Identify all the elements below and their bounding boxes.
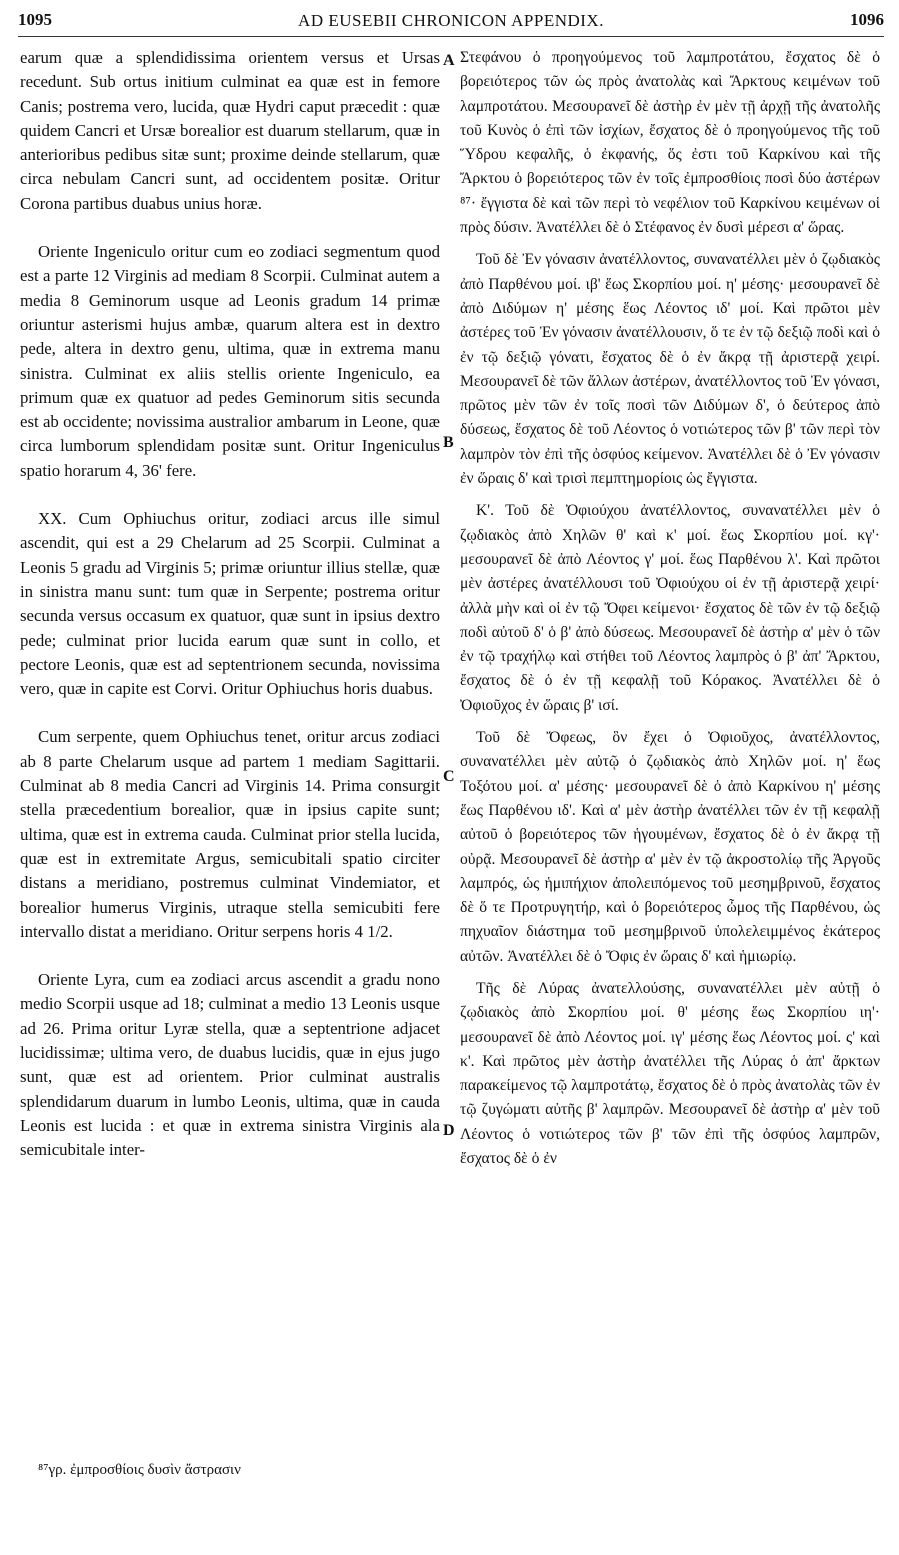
greek-paragraph: Στεφάνου ὁ προηγούμενος τοῦ λαμπροτάτου, ἔσχατος δὲ ὁ βορειότερος τῶν ὡς πρὸς ἀνατολὰς καὶ Ἄρκτους κειμένων τοῦ λαμπροτάτου. Μεσουρανεῖ δὲ ἀστὴρ ἐν μὲν τῇ ἀρχῇ τῆς ἀνατολῆς τοῦ Κυνὸς ὁ ἐπὶ τῶν ἰσχίων, ἔσχατος δὲ ὁ προηγούμενος τῆς τοῦ Ὕδρου κεφαλῆς, ὁ ἐκφανής, ὅς ἐστι τοῦ Καρκίνου καὶ τῆς Ἄρκτου ὁ βορειότερος τῶν ἐν τοῖς ἐμπροσθίοις ποσὶ δύο ἀστέρων ⁸⁷· ἔγγιστα δὲ καὶ τῶν περὶ τὸ νεφέλιον τοῦ Καρκίνου κειμένων οἱ πρὸς δύσιν. Ἀνατέλλει δὲ ὁ Στέφανος ἐν δυσὶ μέρεσι α' ὥρας. — [460, 49, 880, 237]
margin-marker-d: D — [443, 1122, 455, 1139]
margin-marker-a: A — [443, 52, 455, 69]
margin-marker-c: C — [443, 768, 455, 785]
running-header — [18, 10, 884, 37]
page-number-right: 1096 — [850, 10, 884, 29]
greek-column — [460, 46, 880, 1171]
latin-paragraph: Oriente Ingeniculo oritur cum eo zodiaci segmentum quod est a parte 12 Virginis ad mediam 8 Scorpii. Culminat autem a media 8 Geminorum usque ad Leonis gradum 14 primæ oriuntur asterismi hujus ambæ, quarum altera est in dextro pede, altera in dextro genu, ultima, quæ in extrema manu sinistra. Culminat ex aliis stellis oriente Ingeniculo, ea primum quæ ex quatuor ad pedes Geminorum sitis secunda est ab occidente; novissima australior ambarum in Leone, quæ circa lumborum splendidam positæ sunt. Oritur Ingeniculus spatio horarum 4, 36' fere. — [20, 242, 440, 480]
latin-paragraph: XX. Cum Ophiuchus oritur, zodiaci arcus ille simul ascendit, qui est a 29 Chelarum ad 25 Scorpii. Culminat a Leonis 5 gradu ad Virginis 5; primæ oriuntur illius stellæ, quæ in sinistra manu sunt: tum quæ in Serpente; postrema oritur secunda versus occasum ex quatuor, quæ sunt in ipsius dextro pede; culminat prior lucida earum quæ sunt in collo, et pectore Leonis, quæ est ad septentrionem secunda, novissima vero, quæ in capite est Corvi. Oritur Ophiuchus horis duabus. — [20, 509, 440, 699]
greek-paragraph: Τῆς δὲ Λύρας ἀνατελλούσης, συνανατέλλει μὲν αὐτῇ ὁ ζῳδιακὸς ἀπὸ Σκορπίου μοί. θ' μέσης ἕως Σκορπίου ιη'· μεσουρανεῖ δὲ ἀπὸ Λέοντος μοί. ιγ' μέσης ἕως Λέοντος μοί. ς' καὶ κ'. Καὶ πρῶτος μὲν ἀστὴρ ἀνατέλλει τῆς Λύρας ὁ ἀπ' ἄρκτων παρακείμενος τῷ λαμπροτάτῳ, ἔσχατος δὲ ὁ πρὸς ἀνατολὰς τῶν ἐν τῷ ζυγώματι αὐτῆς β' λαμπρῶν. Μεσουρανεῖ δὲ ἀστὴρ α' μὲν τοῦ Λέοντος ὁ νοτιώτερος τῶν β' τῶν ἐπὶ τῆς ὀσφύος λαμπρῶν, ἔσχατος δὲ ὁ ἐν — [460, 979, 880, 1168]
latin-column — [20, 46, 440, 1162]
margin-marker-b: B — [443, 434, 454, 451]
footnote: ⁸⁷γρ. ἐμπροσθίοις δυσὶν ἄστρασιν — [38, 1462, 241, 1478]
latin-paragraph: earum quæ a splendidissima orientem versus et Ursas recedunt. Sub ortus initium culminat ea quæ est in femore Canis; postrema vero, lucida, quæ Hydri caput præcedit : quæ quidem Cancri et Ursæ borealior est duarum stellarum, quæ in anterioribus pedibus sitæ sunt; proxime deinde stellarum, quæ circa nebulam Cancri sunt, ad occidentem positæ. Oritur Corona partibus duabus unius horæ. — [20, 48, 440, 213]
greek-paragraph: Κ'. Τοῦ δὲ Ὀφιούχου ἀνατέλλοντος, συνανατέλλει μὲν ὁ ζῳδιακὸς ἀπὸ Χηλῶν θ' καὶ κ' μοί. ἕως Σκορπίου μοί. κγ'· μεσουρανεῖ δὲ ἀπὸ Λέοντος γ' μοί. ἕως Παρθένου λ'. Καὶ πρῶτοι μὲν ἀστέρες ἀνατέλλουσι τοῦ Ὀφιούχου οἱ ἐν τῇ ἀριστερᾷ χειρί· ἀλλὰ μὴν καὶ οἱ ἐν τῷ Ὄφει κείμενοι· ἔσχατος δὲ τῶν ἐν τῷ δεξιῷ ποδὶ αὐτοῦ δ' ὁ β' ἀπὸ δύσεως. Μεσουρανεῖ δὲ ἀστὴρ α' μὲν ὁ τῶν ἐν τῷ τραχήλῳ καὶ στήθει τοῦ Λέοντος λαμπρὸς ὁ β' ἀπ' Ἄρκτου, ἔσχατος δὲ ὁ ἐν τῇ κεφαλῇ τοῦ Κόρακος. Ἀνατέλλει δὲ ὁ Ὀφιοῦχος ἐν ὥραις β' ισί. — [460, 502, 880, 714]
running-title: AD EUSEBII CHRONICON APPENDIX. — [298, 11, 604, 30]
greek-paragraph: Τοῦ δὲ Ἐν γόνασιν ἀνατέλλοντος, συνανατέλλει μὲν ὁ ζῳδιακὸς ἀπὸ Παρθένου μοί. ιβ' ἕως Σκορπίου μοί. η' μέσης· μεσουρανεῖ δὲ ἀπὸ Διδύμων η' μέσης ἕως Λέοντος ιδ' μοί. Καὶ πρῶτοι μὲν ἀστέρες τοῦ Ἐν γόνασιν ἀνατέλλουσιν, ὅ τε ἐν τῷ δεξιῷ ποδὶ καὶ ὁ ἐν τῷ δεξιῷ γόνατι, ἔσχατος δὲ ὁ ἐν ἄκρᾳ τῇ ἀριστερᾷ χειρί. Μεσουρανεῖ δὲ τῶν ἄλλων ἀστέρων, ἀνατέλλοντος τοῦ Ἐν γόνασι, πρῶτος μὲν τῶν ἐν τοῖς ποσὶ τῶν Διδύμων δ', ὁ δεύτερος ἀπὸ δύσεως, ἔσχατος δὲ τοῦ Λέοντος ὁ νοτιώτερος τῶν β' τῶν περὶ τὸν λαμπρὸν τὸν ἐπὶ τῆς ὀσφύος κείμενον. Ἀνατέλλει δὲ ὁ Ἐν γόνασιν ἐν ὥραις δ' καὶ τρισὶ πεμπτημορίοις ὡς ἔγγιστα. — [460, 251, 880, 488]
latin-paragraph: Cum serpente, quem Ophiuchus tenet, oritur arcus zodiaci ab 8 parte Chelarum usque ad partem 1 mediam Sagittarii. Culminat ab 8 media Cancri ad Virginis 14. Prima consurgit stella præcedentium borealior, quæ in ipsius capite sunt; ultima, quæ est in extrema cauda. Culminat prior stella lucida, quæ est in extremitate Argus, semicubitali spatio circiter distans a meridiano, postremus culminat Vindemiator, et borealior humerus Virginis, utraque stella semicubiti fere intervallo distat a meridiano. Oritur serpens horis 4 1/2. — [20, 727, 440, 941]
latin-paragraph: Oriente Lyra, cum ea zodiaci arcus ascendit a gradu nono medio Scorpii usque ad 18; culminat a medio 13 Leonis usque ad 26. Prima oritur Lyræ stella, quæ a septentrione adjacet lucidissimæ; ultima vero, de duabus lucidis, quæ in ejus jugo sunt, quæ est ad orientem. Prior culminat australis splendidarum duarum in lumbo Leonis, ultima, quæ in cauda Leonis est lucida : et quæ in extrema sinistra Virginis ala semicubitale inter- — [20, 970, 440, 1160]
page-number-left: 1095 — [18, 10, 52, 29]
greek-paragraph: Τοῦ δὲ Ὄφεως, ὃν ἔχει ὁ Ὀφιοῦχος, ἀνατέλλοντος, συνανατέλλει μὲν αὐτῷ ὁ ζῳδιακὸς ἀπὸ Χηλῶν μοί. η' ἕως Τοξότου μοί. α' μέσης· μεσουρανεῖ δὲ ὁ ἀπὸ Καρκίνου η' μέσης ἕως Παρθένου ιδ'. Καὶ α' μὲν ἀστὴρ ἀνατέλλει τῶν ἐν τῇ κεφαλῇ αὐτοῦ ὁ βορειότερος τῶν ἡγουμένων, ἔσχατος δὲ ὁ ἐν ἄκρᾳ τῇ οὐρᾷ. Μεσουρανεῖ δὲ ἀστὴρ α' μὲν ἐν τῷ ἀκροστολίῳ τῆς Ἀργοῦς λαμπρός, ὡς ἡμιπήχιον ἀπολειπόμενος τοῦ μεσημβρινοῦ, ἔσχατος δὲ ὅ τε Προτρυγητήρ, καὶ ὁ βορειότερος ὦμος τῆς Παρθένου, ὡς πηχυαῖον διάστημα τοῦ μεσημβρινοῦ ὑπολελειμμένος ἑκάτερος αὐτῶν. Ἀνατέλλει δὲ ὁ Ὄφις ἐν ὥραις δ' καὶ ἡμιωρίῳ. — [460, 729, 880, 965]
